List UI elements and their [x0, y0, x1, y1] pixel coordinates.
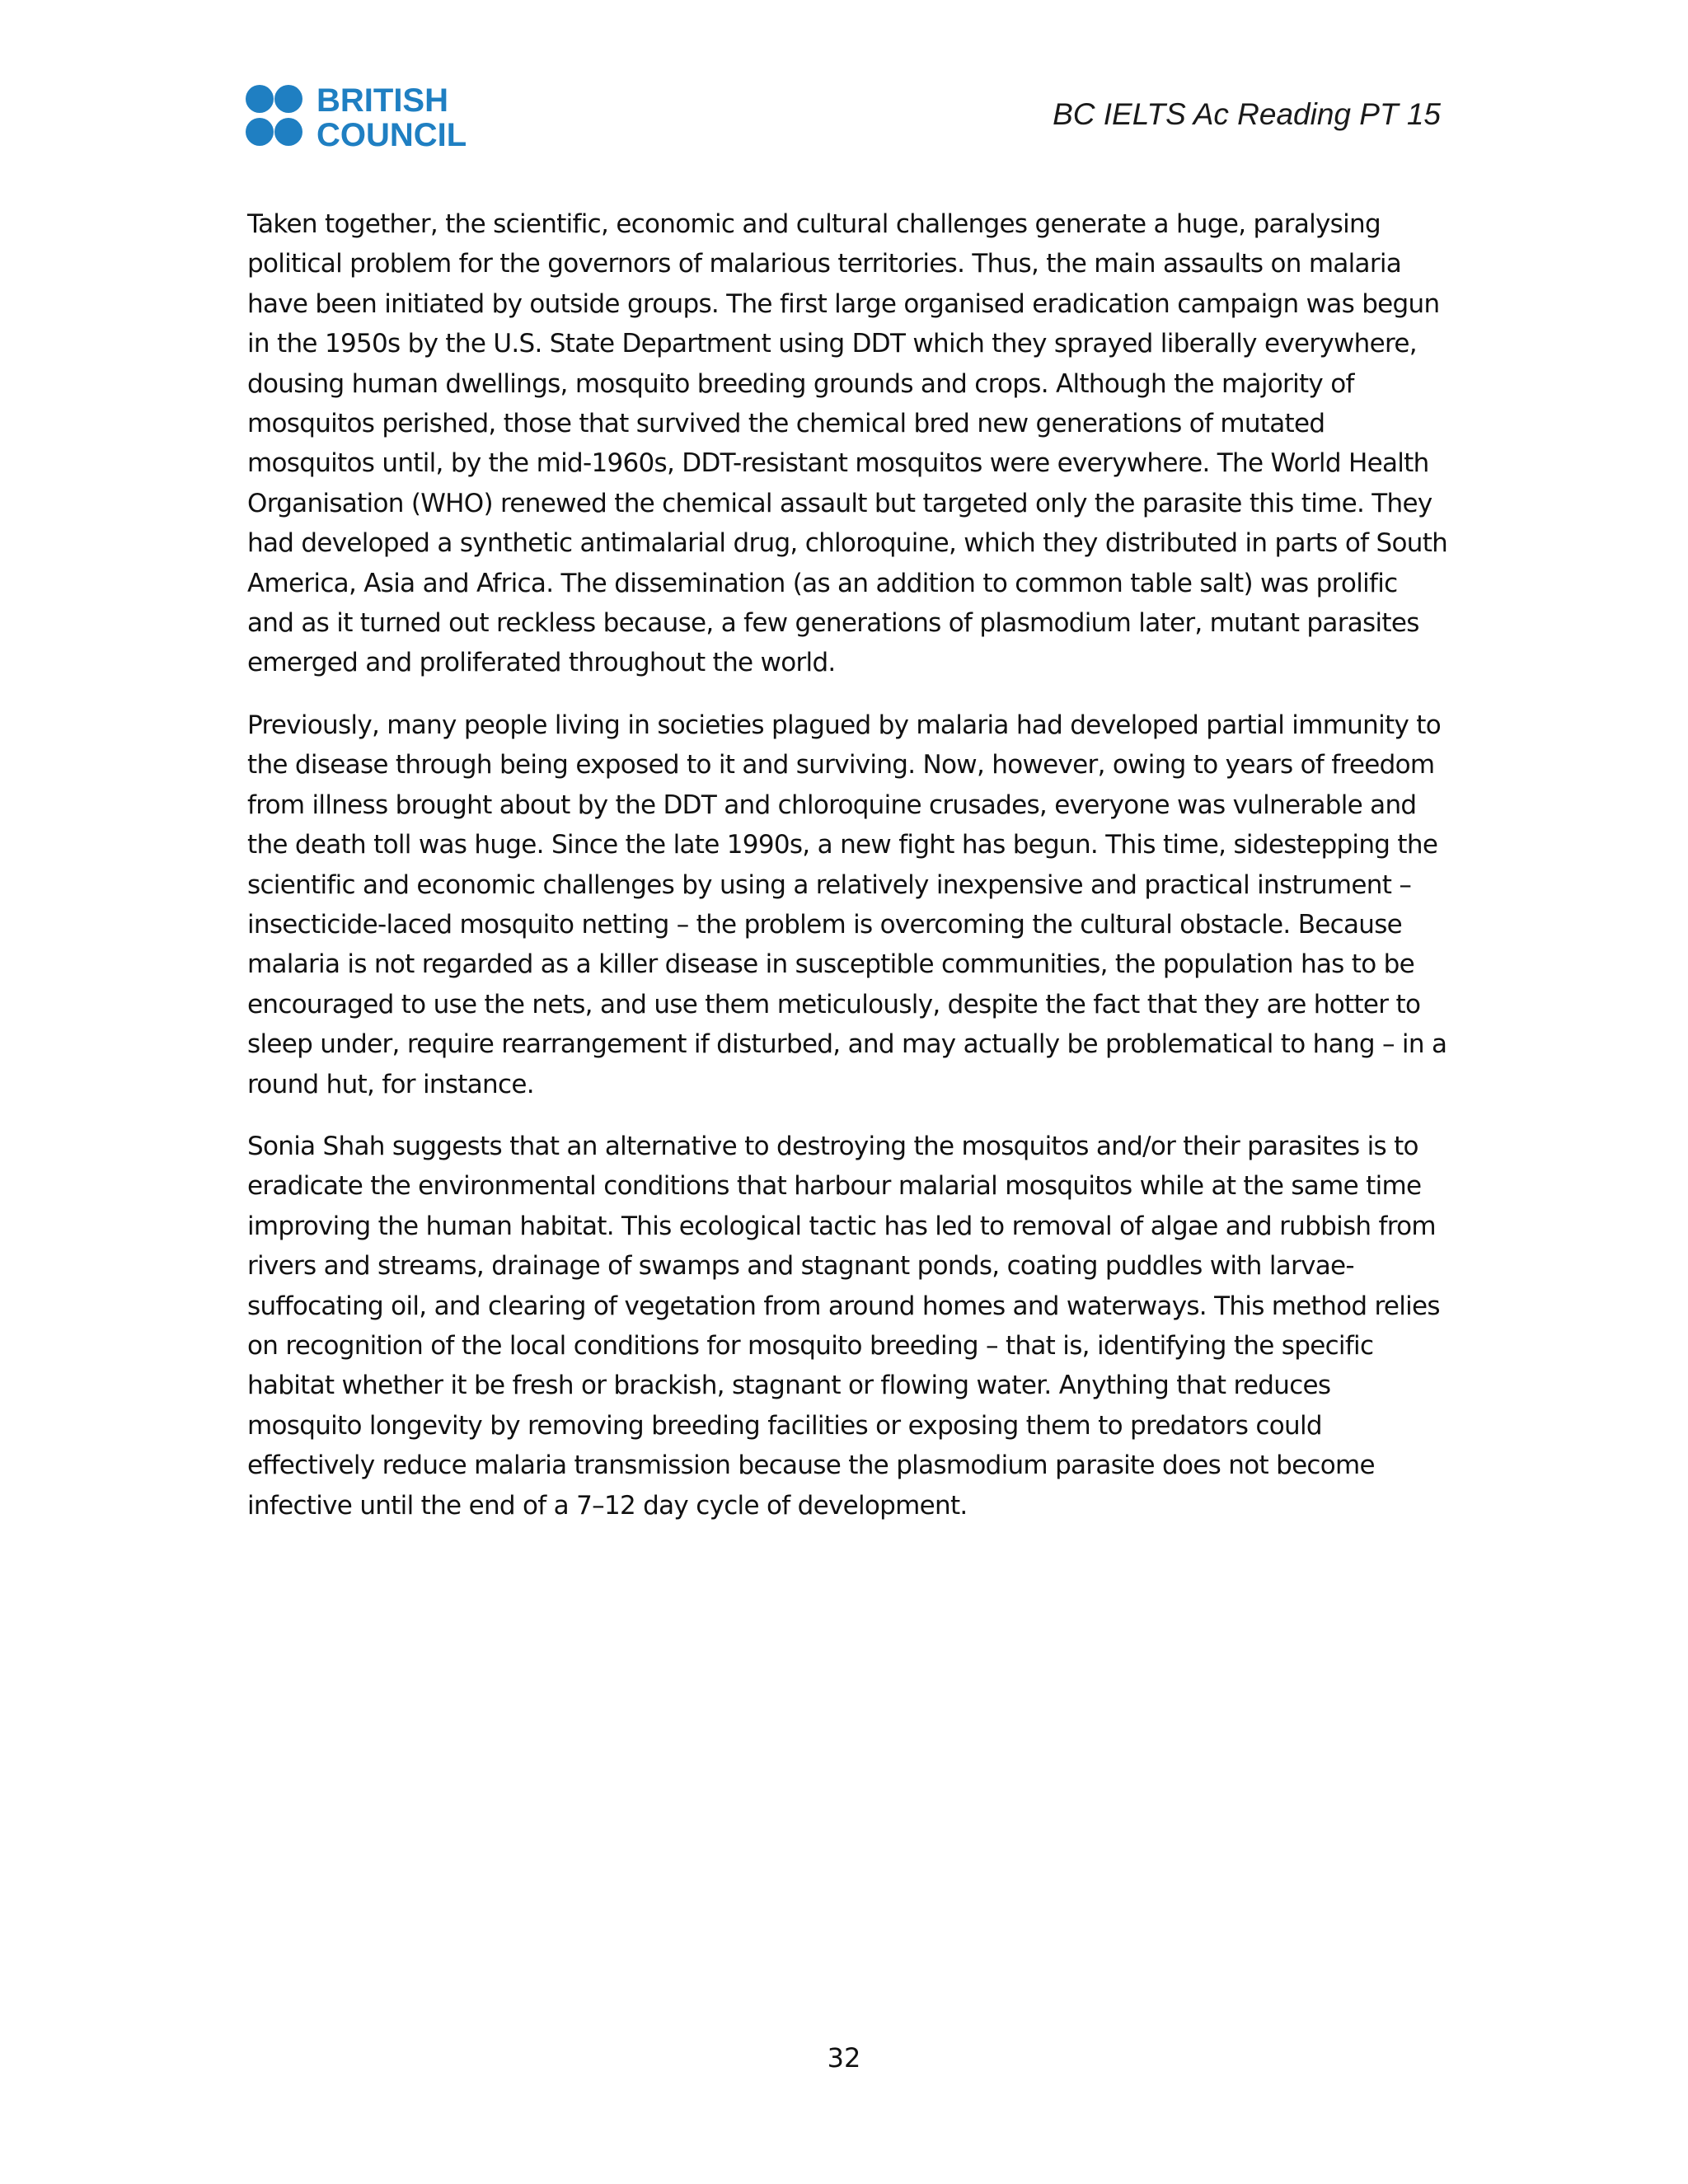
british-council-logo	[244, 81, 483, 155]
logo-line-2: COUNCIL	[316, 117, 467, 153]
page-header	[0, 0, 1688, 173]
document-title: BC IELTS Ac Reading PT 15	[1053, 97, 1441, 131]
reading-passage	[247, 204, 1451, 1548]
paragraph: Sonia Shah suggests that an alternative to destroying the mosquitos and/or their parasites is to eradicate the environmental conditions that harbour malarial mosquitos while at the same time improving the human habitat. This ecological tactic has led to removal of algae and rubbish from rivers and streams, drainage of swamps and stagnant ponds, coating puddles with larvae-suffocating oil, and clearing of vegetation from around homes and waterways. This method relies on recognition of the local conditions for mosquito breeding – that is, identifying the specific habitat whether it be fresh or brackish, stagnant or flowing water. Anything that reduces mosquito longevity by removing breeding facilities or exposing them to predators could effectively reduce malaria transmission because the plasmodium parasite does not become infective until the end of a 7–12 day cycle of development.	[247, 1131, 1440, 1521]
paragraph: Previously, many people living in societies plagued by malaria had developed partial immunity to the disease through being exposed to it and surviving. Now, however, owing to years of freedom from illness brought about by the DDT and chloroquine crusades, everyone was vulnerable and the death toll was huge. Since the late 1990s, a new fight has begun. This time, sidestepping the scientific and economic challenges by using a relatively inexpensive and practical instrument – insecticide-laced mosquito netting – the problem is overcoming the cultural obstacle. Because malaria is not regarded as a killer disease in susceptible communities, the population has to be encouraged to use the nets, and use them meticulously, despite the fact that they are hotter to sleep under, require rearrangement if disturbed, and may actually be problematical to hang – in a round hut, for instance.	[247, 710, 1447, 1099]
logo-line-1: BRITISH	[316, 82, 448, 119]
page-number: 32	[827, 2042, 861, 2074]
paragraph: Taken together, the scientific, economic and cultural challenges generate a huge, paralysing political problem for the governors of malarious territories. Thus, the main assaults on malaria have been initiated by outside groups. The first large organised eradication campaign was begun in the 1950s by the U.S. State Department using DDT which they sprayed liberally everywhere, dousing human dwellings, mosquito breeding grounds and crops. Although the majority of mosquitos perished, those that survived the chemical bred new generations of mutated mosquitos until, by the mid-1960s, DDT-resistant mosquitos were everywhere. The World Health Organisation (WHO) renewed the chemical assault but targeted only the parasite this time. They had developed a synthetic antimalarial drug, chloroquine, which they distributed in parts of South America, Asia and Africa. The dissemination (as an addition to common table salt) was prolific and as it turned out reckless because, a few generations of plasmodium later, mutant parasites emerged and proliferated throughout the world.	[247, 209, 1448, 678]
